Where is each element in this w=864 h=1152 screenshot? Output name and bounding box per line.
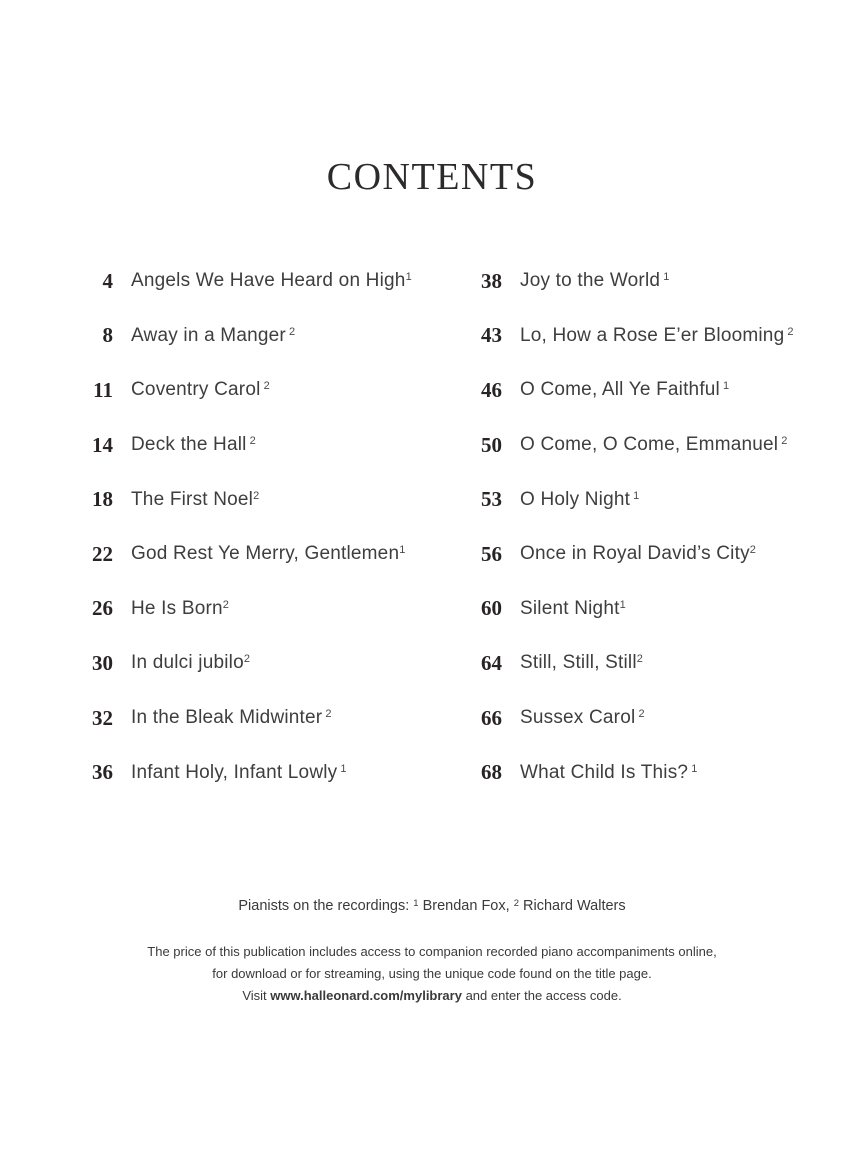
- pianist-1-superscript: 1: [413, 898, 419, 909]
- toc-page-number: 11: [93, 377, 113, 402]
- toc-page-number: 22: [92, 541, 113, 566]
- toc-page-number: 4: [102, 268, 113, 293]
- toc-song-title: [131, 489, 412, 511]
- mylibrary-url: www.halleonard.com/mylibrary: [270, 988, 462, 1003]
- toc-song-title: [131, 379, 412, 401]
- toc-song-title: [131, 707, 412, 729]
- access-code-note: [0, 941, 864, 1007]
- pianist-ref-superscript: 2: [749, 544, 756, 557]
- pianist-ref-superscript: 2: [243, 653, 250, 666]
- toc-song-title-text: Lo, How a Rose E’er Blooming: [520, 324, 785, 346]
- toc-page-number: 56: [481, 541, 502, 566]
- pianist-ref-superscript: 1: [660, 271, 670, 284]
- toc-song-title: [520, 598, 794, 620]
- pianist-1-name: Brendan Fox,: [422, 898, 510, 914]
- toc-left-column: [77, 254, 412, 800]
- toc-page-number: 18: [92, 487, 113, 512]
- toc-song-title-text: Sussex Carol: [520, 707, 636, 729]
- toc-song-title: [131, 434, 412, 456]
- toc-song-title: [520, 270, 794, 292]
- toc-page-number: 14: [92, 432, 113, 457]
- toc-song-title: [520, 489, 794, 511]
- toc-page-number: 64: [481, 650, 502, 675]
- toc-song-title-text: What Child Is This?: [520, 761, 689, 783]
- toc-song-title-text: In dulci jubilo: [131, 652, 244, 674]
- pianist-2-superscript: 2: [513, 898, 519, 909]
- pianists-credit-line: [0, 898, 864, 914]
- toc-song-title: [520, 543, 794, 565]
- toc-song-title-text: O Come, O Come, Emmanuel: [520, 434, 779, 456]
- toc-song-title: [520, 434, 794, 456]
- toc-song-title: [520, 379, 794, 401]
- pianist-ref-superscript: 1: [719, 380, 730, 393]
- toc-song-title-text: In the Bleak Midwinter: [131, 707, 323, 729]
- toc-page-number: 46: [481, 377, 502, 402]
- pianist-ref-superscript: 1: [405, 271, 412, 284]
- toc-song-title: [131, 762, 412, 784]
- toc-page-number: 38: [481, 268, 502, 293]
- access-note-line-3: [242, 988, 621, 1003]
- toc-song-title-text: Once in Royal David’s City: [520, 543, 750, 565]
- toc-right-column: [466, 254, 794, 800]
- toc-page-number: 30: [92, 650, 113, 675]
- page-title: CONTENTS: [326, 156, 538, 198]
- toc-page-number: 60: [481, 596, 502, 621]
- pianists-credit-prefix: Pianists on the recordings:: [238, 898, 410, 914]
- pianist-ref-superscript: 2: [636, 653, 643, 666]
- toc-song-title: [520, 762, 794, 784]
- toc-song-title-text: Away in a Manger: [131, 324, 286, 346]
- toc-song-title-text: Still, Still, Still: [520, 652, 637, 674]
- visit-suffix: and enter the access code.: [465, 988, 622, 1003]
- toc-song-title: [131, 652, 412, 674]
- toc-song-title-text: Angels We Have Heard on High: [131, 270, 406, 292]
- toc-song-title: [520, 707, 794, 729]
- toc-page-number: 8: [102, 323, 113, 348]
- toc-song-title-text: O Holy Night: [520, 488, 631, 510]
- toc-song-title-text: Deck the Hall: [131, 434, 247, 456]
- toc-song-title-text: Joy to the World: [520, 270, 661, 292]
- toc-song-title: [520, 325, 794, 347]
- pianist-2-name: Richard Walters: [523, 898, 626, 914]
- access-note-line-1: The price of this publication includes access to companion recorded piano accompaniments online,: [147, 944, 717, 959]
- toc-song-title-text: Infant Holy, Infant Lowly: [131, 761, 338, 783]
- toc-song-title-text: The First Noel: [131, 488, 254, 510]
- pianist-ref-superscript: 1: [399, 544, 406, 557]
- toc-song-title-text: God Rest Ye Merry, Gentlemen: [131, 543, 400, 565]
- toc-song-title: [131, 325, 412, 347]
- pianist-ref-superscript: 2: [322, 708, 332, 721]
- pianist-ref-superscript: 2: [784, 325, 794, 338]
- toc-page-number: 36: [92, 760, 113, 785]
- pianist-ref-superscript: 2: [260, 380, 270, 393]
- pianist-ref-superscript: 2: [285, 325, 296, 338]
- pianist-ref-superscript: 1: [630, 489, 640, 502]
- toc-page-number: 26: [92, 596, 113, 621]
- toc-page-number: 50: [481, 432, 502, 457]
- toc-song-title: [131, 270, 412, 292]
- pianist-ref-superscript: 1: [688, 762, 698, 775]
- toc-song-title-text: Silent Night: [520, 597, 620, 619]
- pianist-ref-superscript: 1: [619, 598, 626, 611]
- toc-song-title: [520, 652, 794, 674]
- pianist-ref-superscript: 2: [253, 489, 260, 502]
- toc-page-number: 53: [481, 487, 502, 512]
- pianist-ref-superscript: 2: [778, 435, 788, 448]
- toc-page-number: 32: [92, 705, 113, 730]
- pianist-ref-superscript: 1: [337, 762, 347, 775]
- toc-song-title-text: He Is Born: [131, 597, 223, 619]
- pianist-ref-superscript: 2: [635, 708, 645, 721]
- visit-prefix: Visit: [242, 988, 267, 1003]
- toc-song-title-text: Coventry Carol: [131, 379, 261, 401]
- toc-page-number: 43: [481, 323, 502, 348]
- toc-page-number: 68: [481, 760, 502, 785]
- toc-page-number: 66: [481, 705, 502, 730]
- pianist-ref-superscript: 2: [222, 598, 229, 611]
- toc-song-title: [131, 598, 412, 620]
- toc-song-title-text: O Come, All Ye Faithful: [520, 379, 720, 401]
- access-note-line-2: for download or for streaming, using the unique code found on the title page.: [212, 966, 652, 981]
- pianist-ref-superscript: 2: [246, 435, 256, 448]
- toc-song-title: [131, 543, 412, 565]
